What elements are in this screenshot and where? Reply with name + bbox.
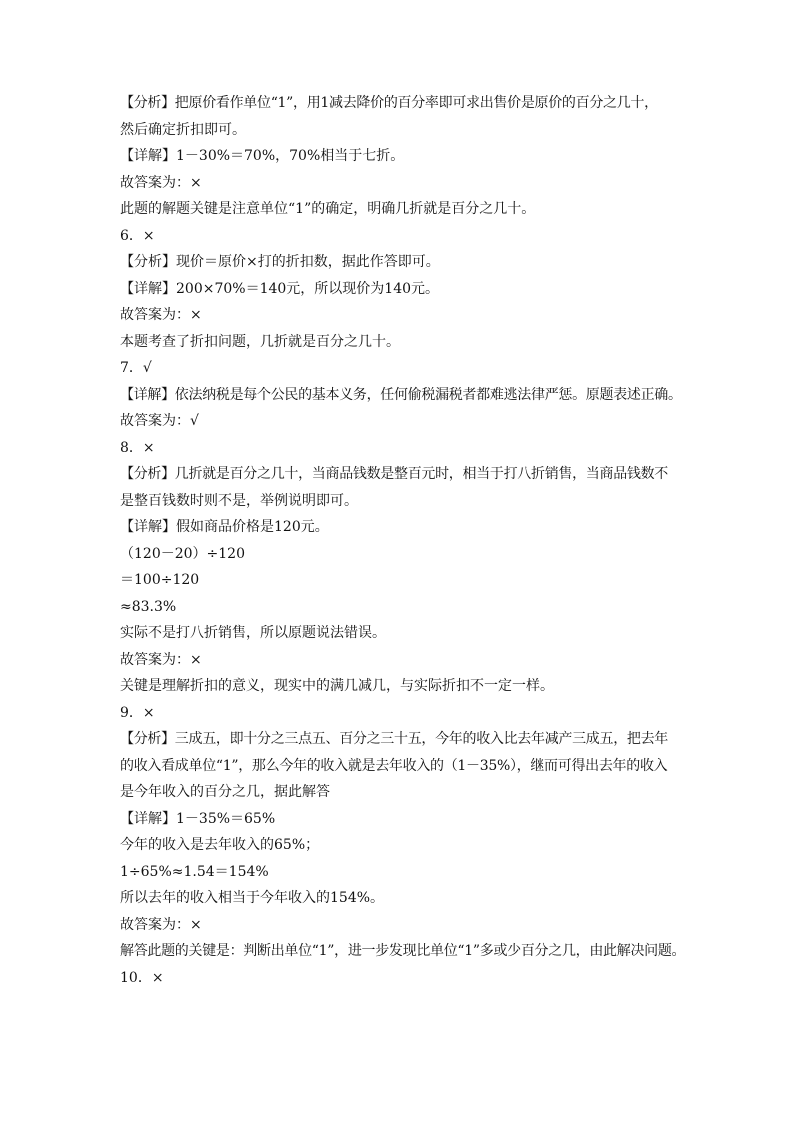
analysis-line: 【分析】几折就是百分之几十，当商品钱数是整百元时，相当于打八折销售，当商品钱数不 xyxy=(120,466,668,482)
solution-line: 【详解】1－35%＝65% xyxy=(120,810,276,827)
question-number: 8．× xyxy=(120,439,155,456)
question-number: 6．× xyxy=(120,227,155,244)
analysis-line: 【分析】现价＝原价×打的折扣数，据此作答即可。 xyxy=(120,254,440,270)
answer-line: 故答案为：× xyxy=(120,916,202,933)
analysis-line: 是今年收入的百分之几，据此解答 xyxy=(120,784,330,800)
note-line: 解答此题的关键是：判断出单位“1”，进一步发现比单位“1”多或少百分之几，由此解决问题。 xyxy=(120,943,686,959)
solution-line: 【详解】假如商品价格是120元。 xyxy=(120,519,329,535)
document-body xyxy=(120,90,686,991)
note-line: 关键是理解折扣的意义，现实中的满几减几，与实际折扣不一定一样。 xyxy=(120,678,554,694)
calculation-line: 今年的收入是去年收入的65%； xyxy=(120,837,320,853)
calculation-line: 1÷65%≈1.54＝154% xyxy=(120,863,269,880)
calculation-line: ≈83.3% xyxy=(120,598,177,615)
note-line: 本题考查了折扣问题，几折就是百分之几十。 xyxy=(120,333,400,350)
answer-line: 故答案为：× xyxy=(120,651,202,668)
answer-line: 故答案为：× xyxy=(120,174,202,191)
analysis-line: 【分析】把原价看作单位“1”，用1减去降价的百分率即可求出售价是原价的百分之几十， xyxy=(120,95,658,111)
solution-line: 【详解】1－30%＝70%，70%相当于七折。 xyxy=(120,148,405,164)
conclusion-line: 实际不是打八折销售，所以原题说法错误。 xyxy=(120,625,386,641)
calculation-line: （120－20）÷120 xyxy=(120,545,245,562)
analysis-line: 的收入看成单位“1”，那么今年的收入就是去年收入的（1－35%），继而可得出去年的收入 xyxy=(120,757,668,774)
question-number: 7．√ xyxy=(120,360,152,376)
solution-line: 【详解】依法纳税是每个公民的基本义务，任何偷税漏税者都难逃法律严惩。原题表述正确。 xyxy=(120,386,682,403)
answer-line: 故答案为：× xyxy=(120,307,202,323)
question-number: 10．× xyxy=(120,969,164,986)
note-line: 此题的解题关键是注意单位“1”的确定，明确几折就是百分之几十。 xyxy=(120,201,536,217)
conclusion-line: 所以去年的收入相当于今年收入的154%。 xyxy=(120,890,385,906)
answer-line: 故答案为：√ xyxy=(120,413,199,429)
solution-line: 【详解】200×70%＝140元，所以现价为140元。 xyxy=(120,280,440,297)
analysis-line: 然后确定折扣即可。 xyxy=(120,121,246,138)
question-number: 9．× xyxy=(120,704,155,721)
analysis-line: 【分析】三成五，即十分之三点五、百分之三十五，今年的收入比去年减产三成五，把去年 xyxy=(120,731,668,747)
calculation-line: ＝100÷120 xyxy=(120,572,200,588)
analysis-line: 是整百钱数时则不是，举例说明即可。 xyxy=(120,492,358,509)
